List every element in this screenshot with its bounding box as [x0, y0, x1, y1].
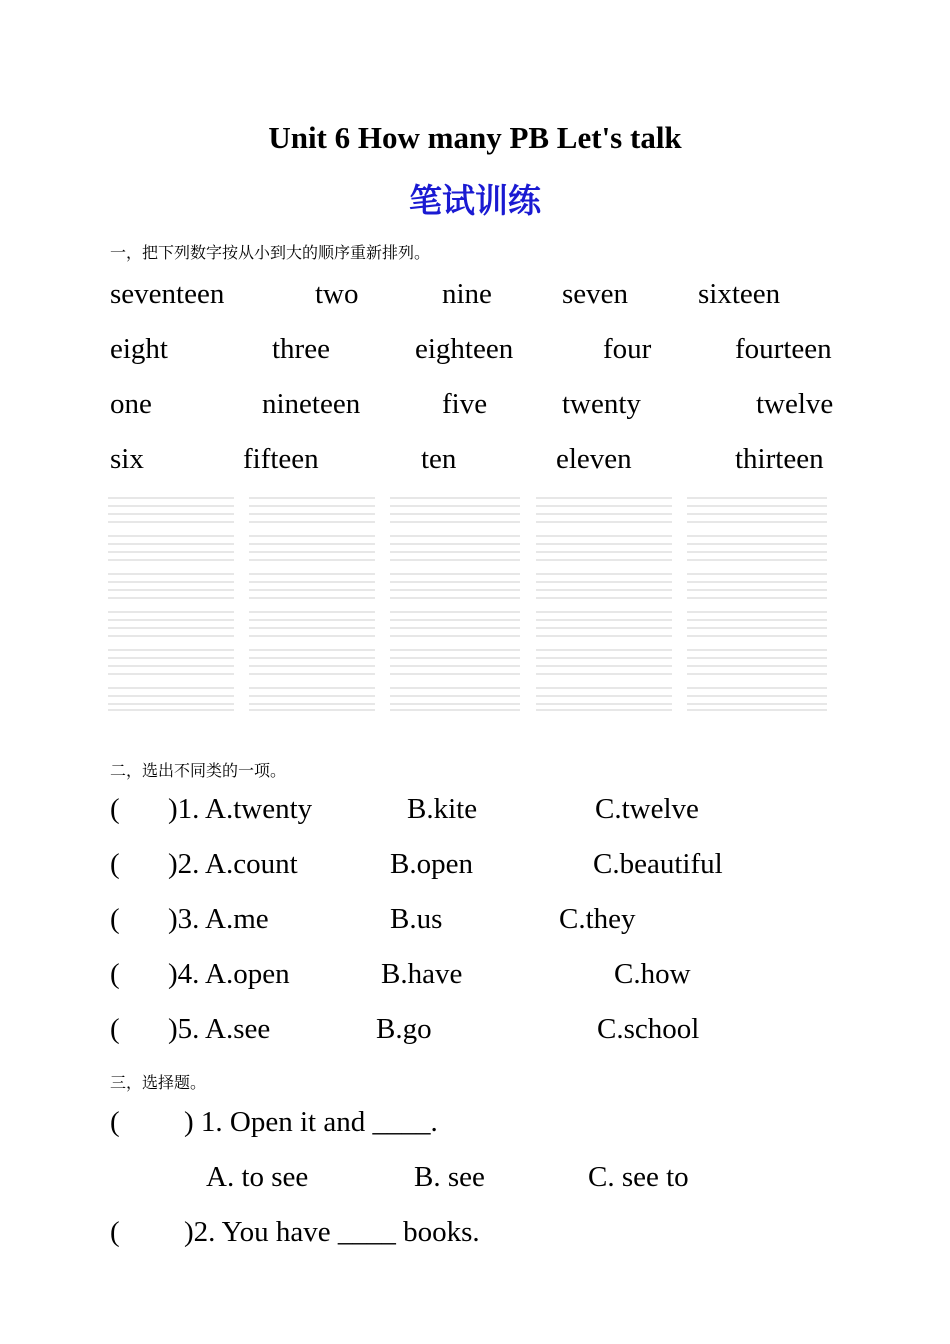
writing-lines[interactable]: [108, 494, 234, 714]
word: sixteen: [698, 278, 781, 310]
word: seven: [562, 278, 629, 310]
writing-lines[interactable]: [249, 494, 375, 714]
question-stem: )2. You have ____ books.: [184, 1216, 480, 1248]
answer-paren[interactable]: (: [110, 1106, 120, 1138]
answer-paren[interactable]: (: [110, 793, 120, 825]
answer-paren[interactable]: (: [110, 848, 120, 880]
word: twelve: [756, 388, 834, 420]
writing-lines[interactable]: [390, 494, 520, 714]
word: one: [110, 388, 152, 420]
question-option-a: )4. A.open: [168, 958, 290, 990]
question-option-c: C.school: [597, 1013, 700, 1045]
section2-heading: 二，选出不同类的一项。: [110, 761, 287, 780]
word: eleven: [556, 443, 632, 475]
answer-paren[interactable]: (: [110, 903, 120, 935]
writing-lines[interactable]: [687, 494, 827, 714]
word: eighteen: [415, 333, 514, 365]
answer-paren[interactable]: (: [110, 1216, 120, 1248]
word: two: [315, 278, 359, 310]
word: thirteen: [735, 443, 824, 475]
question-option-b: B.have: [381, 958, 463, 990]
word: three: [272, 333, 330, 365]
word: four: [603, 333, 652, 365]
question-stem: ) 1. Open it and ____.: [184, 1106, 438, 1138]
page-subtitle: 笔试训练: [409, 181, 541, 220]
question-option-a: A. to see: [206, 1161, 309, 1193]
writing-lines-svg: [536, 494, 672, 714]
question-option-a: )2. A.count: [168, 848, 298, 880]
word: nineteen: [262, 388, 361, 420]
word: twenty: [562, 388, 641, 420]
word: seventeen: [110, 278, 225, 310]
answer-paren[interactable]: (: [110, 1013, 120, 1045]
answer-paren[interactable]: (: [110, 958, 120, 990]
question-option-c: C.twelve: [595, 793, 699, 825]
section1-heading: 一，把下列数字按从小到大的顺序重新排列。: [110, 243, 431, 262]
word: ten: [421, 443, 457, 475]
question-option-a: )5. A.see: [168, 1013, 271, 1045]
question-option-b: B.kite: [407, 793, 478, 825]
word: fifteen: [243, 443, 319, 475]
question-option-a: )3. A.me: [168, 903, 269, 935]
word: eight: [110, 333, 168, 365]
writing-lines-svg: [390, 494, 520, 714]
word: five: [442, 388, 488, 420]
word: fourteen: [735, 333, 832, 365]
writing-lines-svg: [687, 494, 827, 714]
page-title: Unit 6 How many PB Let's talk: [268, 120, 682, 155]
question-option-b: B.go: [376, 1013, 432, 1045]
word: six: [110, 443, 144, 475]
word: nine: [442, 278, 492, 310]
question-option-c: C.how: [614, 958, 691, 990]
question-option-c: C. see to: [588, 1161, 689, 1193]
section3-heading: 三，选择题。: [110, 1073, 207, 1092]
writing-lines[interactable]: [536, 494, 672, 714]
question-option-b: B.us: [390, 903, 443, 935]
question-option-b: B.open: [390, 848, 473, 880]
writing-lines-svg: [249, 494, 375, 714]
question-option-c: C.they: [559, 903, 636, 935]
writing-lines-svg: [108, 494, 234, 714]
question-option-a: )1. A.twenty: [168, 793, 313, 825]
question-option-c: C.beautiful: [593, 848, 723, 880]
question-option-b: B. see: [414, 1161, 485, 1193]
